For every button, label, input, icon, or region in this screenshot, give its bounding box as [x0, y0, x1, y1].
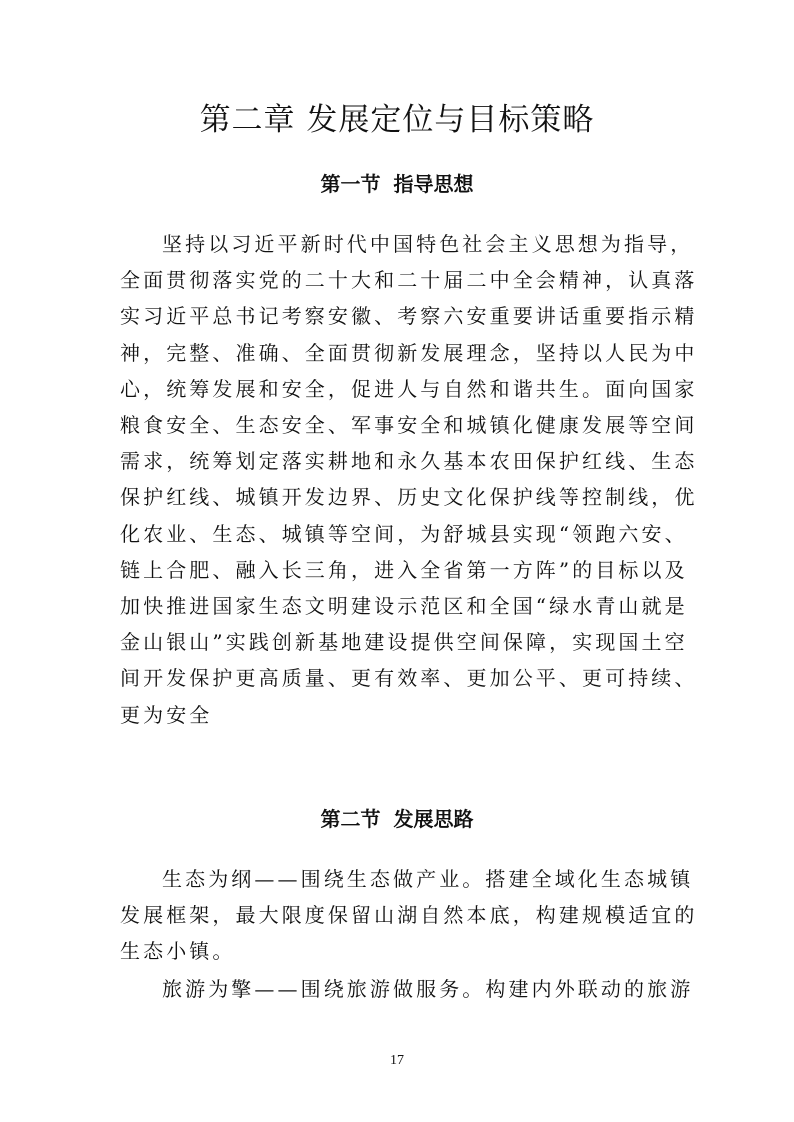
ecology-paragraph [120, 861, 698, 970]
paragraph-line: 心，统筹发展和安全，促进人与自然和谐共生。面向国家 [120, 376, 698, 401]
paragraph-line: 坚持以习近平新时代中国特色社会主义思想为指导， [162, 232, 694, 256]
section-title-development-approach: 第二节 发展思路 [320, 807, 474, 831]
guiding-ideology-paragraph [120, 226, 698, 733]
paragraph-line: 生态小镇。 [120, 939, 236, 964]
paragraph-line: 间开发保护更高质量、更有效率、更加公平、更可持续、 [120, 666, 698, 691]
tourism-paragraph [120, 971, 694, 1007]
section-title-guiding-ideology: 第一节 指导思想 [320, 172, 474, 196]
paragraph-line: 加快推进国家生态文明建设示范区和全国“绿水青山就是 [120, 594, 688, 619]
page-number: 17 [390, 1053, 404, 1068]
paragraph-line: 保护红线、城镇开发边界、历史文化保护线等控制线，优 [120, 485, 698, 510]
paragraph-line: 发展框架，最大限度保留山湖自然本底，构建规模适宜的 [120, 903, 698, 928]
paragraph-line: 金山银山”实践创新基地建设提供空间保障，实现国土空 [120, 630, 688, 655]
paragraph-line: 需求，统筹划定落实耕地和永久基本农田保护红线、生态 [120, 449, 698, 474]
paragraph-line: 旅游为擎——围绕旅游做服务。构建内外联动的旅游 [162, 977, 694, 1001]
paragraph-line: 全面贯彻落实党的二十大和二十届二中全会精神，认真落 [120, 268, 698, 293]
chapter-title: 第二章 发展定位与目标策略 [199, 102, 595, 138]
paragraph-line: 神，完整、准确、全面贯彻新发展理念，坚持以人民为中 [120, 340, 698, 365]
paragraph-line: 生态为纲——围绕生态做产业。搭建全域化生态城镇 [162, 867, 694, 891]
paragraph-line: 粮食安全、生态安全、军事安全和城镇化健康发展等空间 [120, 413, 698, 438]
paragraph-line: 更为安全 [120, 702, 213, 727]
paragraph-line: 链上合肥、融入长三角，进入全省第一方阵”的目标以及 [120, 557, 688, 582]
paragraph-line: 化农业、生态、城镇等空间，为舒城县实现“领跑六安、 [120, 521, 688, 546]
paragraph-line: 实习近平总书记考察安徽、考察六安重要讲话重要指示精 [120, 304, 698, 329]
